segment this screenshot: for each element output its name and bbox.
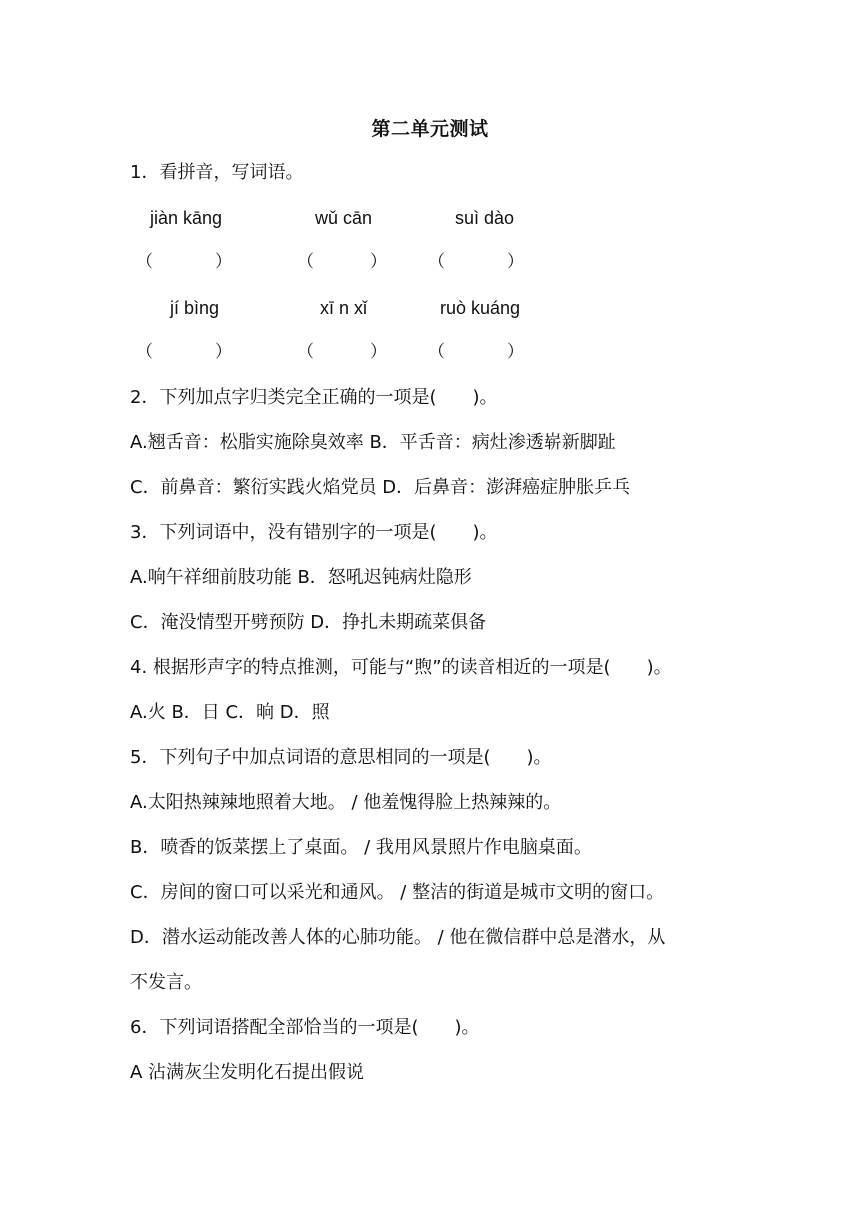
answer-blank-1[interactable] (136, 250, 232, 274)
answer-blank-3[interactable] (428, 250, 524, 274)
open-paren: （ (428, 342, 445, 362)
pinyin-3: suì dào (455, 208, 515, 228)
question-2-stem: 2．下列加点字归类完全正确的一项是( )。 (130, 387, 498, 408)
close-paren: ） (215, 252, 232, 272)
question-5-option-b: B．喷香的饭菜摆上了桌面。 / 我用风景照片作电脑桌面。 (130, 837, 592, 858)
close-paren: ） (507, 252, 524, 272)
answer-blank-2[interactable] (297, 250, 387, 274)
open-paren: （ (297, 342, 314, 362)
close-paren: ） (370, 252, 387, 272)
close-paren: ） (370, 342, 387, 362)
pinyin-2: wǔ cān (315, 208, 373, 228)
open-paren: （ (136, 252, 153, 272)
question-5-option-c: C．房间的窗口可以采光和通风。 / 整洁的街道是城市文明的窗口。 (130, 882, 665, 903)
question-5-option-a: A.太阳热辣辣地照着大地。 / 他羞愧得脸上热辣辣的。 (130, 792, 562, 813)
open-paren: （ (428, 252, 445, 272)
question-4-options: A.火 B．日 C．晌 D．照 (130, 702, 330, 723)
open-paren: （ (136, 342, 153, 362)
pinyin-6: ruò kuáng (440, 298, 521, 318)
question-3-options-line-1: A.响午祥细前肢功能 B．怒吼迟钝病灶隐形 (130, 567, 472, 588)
answer-blank-4[interactable] (136, 340, 232, 364)
close-paren: ） (507, 342, 524, 362)
answer-blank-6[interactable] (428, 340, 524, 364)
question-3-options-line-2: C．淹没情型开劈预防 D．挣扎未期疏菜俱备 (130, 612, 487, 633)
pinyin-1: jiàn kāng (150, 208, 223, 228)
page-title: 第二单元测试 (371, 118, 489, 140)
answer-blank-5[interactable] (297, 340, 387, 364)
question-4-stem: 4. 根据形声字的特点推测，可能与“煦”的读音相近的一项是( )。 (130, 657, 672, 678)
question-5-option-d-continued: 不发言。 (130, 972, 202, 993)
open-paren: （ (297, 252, 314, 272)
question-2-options-line-1: A.翘舌音：松脂实施除臭效率 B．平舌音：病灶渗透崭新脚趾 (130, 432, 616, 453)
question-3-stem: 3．下列词语中，没有错别字的一项是( )。 (130, 522, 498, 543)
close-paren: ） (215, 342, 232, 362)
pinyin-4: jí bìng (170, 298, 220, 318)
question-2-options-line-2: C．前鼻音：繁衍实践火焰党员 D．后鼻音：澎湃癌症肿胀乒乓 (130, 477, 631, 498)
question-6-option-a: A 沾满灰尘发明化石提出假说 (130, 1062, 365, 1083)
question-6-stem: 6．下列词语搭配全部恰当的一项是( )。 (130, 1017, 480, 1038)
question-5-stem: 5．下列句子中加点词语的意思相同的一项是( )。 (130, 747, 552, 768)
question-1-stem: 1．看拼音，写词语。 (130, 162, 304, 183)
pinyin-5: xī n xǐ (320, 298, 368, 318)
question-5-option-d: D．潜水运动能改善人体的心肺功能。 / 他在微信群中总是潜水，从 (130, 927, 666, 948)
